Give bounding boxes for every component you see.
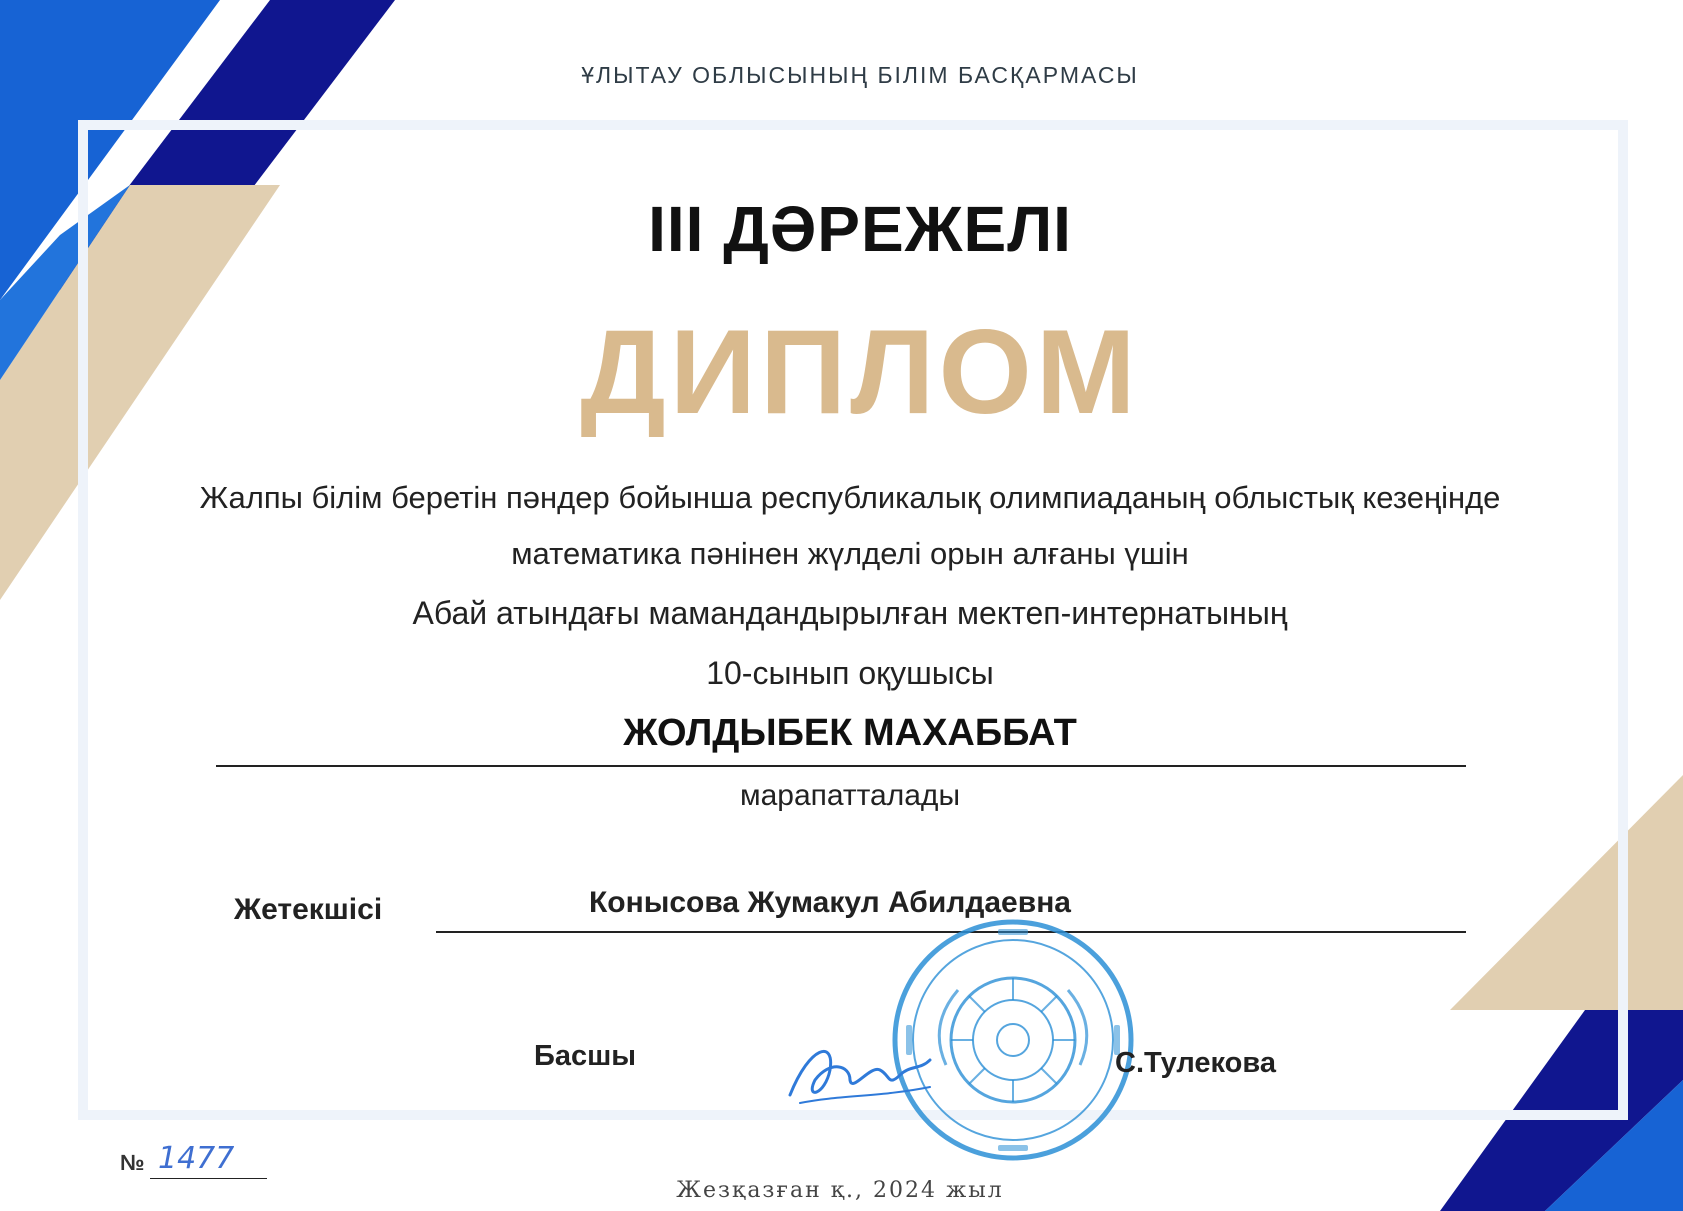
- diploma-title: ДИПЛОМ: [580, 305, 1140, 439]
- supervisor-label: Жетекшісі: [234, 893, 383, 926]
- head-label: Басшы: [534, 1040, 637, 1072]
- award-reason-line-2: математика пәнінен жүлделі орын алғаны үшін: [511, 536, 1189, 571]
- degree-title: III ДӘРЕЖЕЛІ: [648, 193, 1072, 265]
- recipient-name: ЖОЛДЫБЕК МАХАББАТ: [623, 712, 1077, 754]
- organization-header: ҰЛЫТАУ ОБЛЫСЫНЫҢ БІЛІМ БАСҚАРМАСЫ: [581, 62, 1139, 88]
- student-grade: 10-сынып оқушысы: [706, 655, 994, 691]
- award-reason-line-1: Жалпы білім беретін пәндер бойынша республикалық олимпиаданың облыстық кезеңінде: [199, 480, 1501, 515]
- place-and-year: Жезқазған қ., 2024 жыл: [676, 1178, 1004, 1203]
- number-value: 1477: [158, 1141, 235, 1176]
- school-name: Абай атындағы мамандандырылған мектеп-интернатының: [412, 595, 1288, 631]
- name-underline: [216, 765, 1466, 767]
- number-label: №: [120, 1150, 145, 1175]
- awarded-text: марапатталады: [739, 779, 961, 812]
- number-underline: [150, 1178, 267, 1179]
- signature-icon: [780, 1025, 940, 1115]
- supervisor-name: Конысова Жумакул Абилдаевна: [589, 886, 1071, 919]
- head-name: С.Тулекова: [1115, 1047, 1276, 1079]
